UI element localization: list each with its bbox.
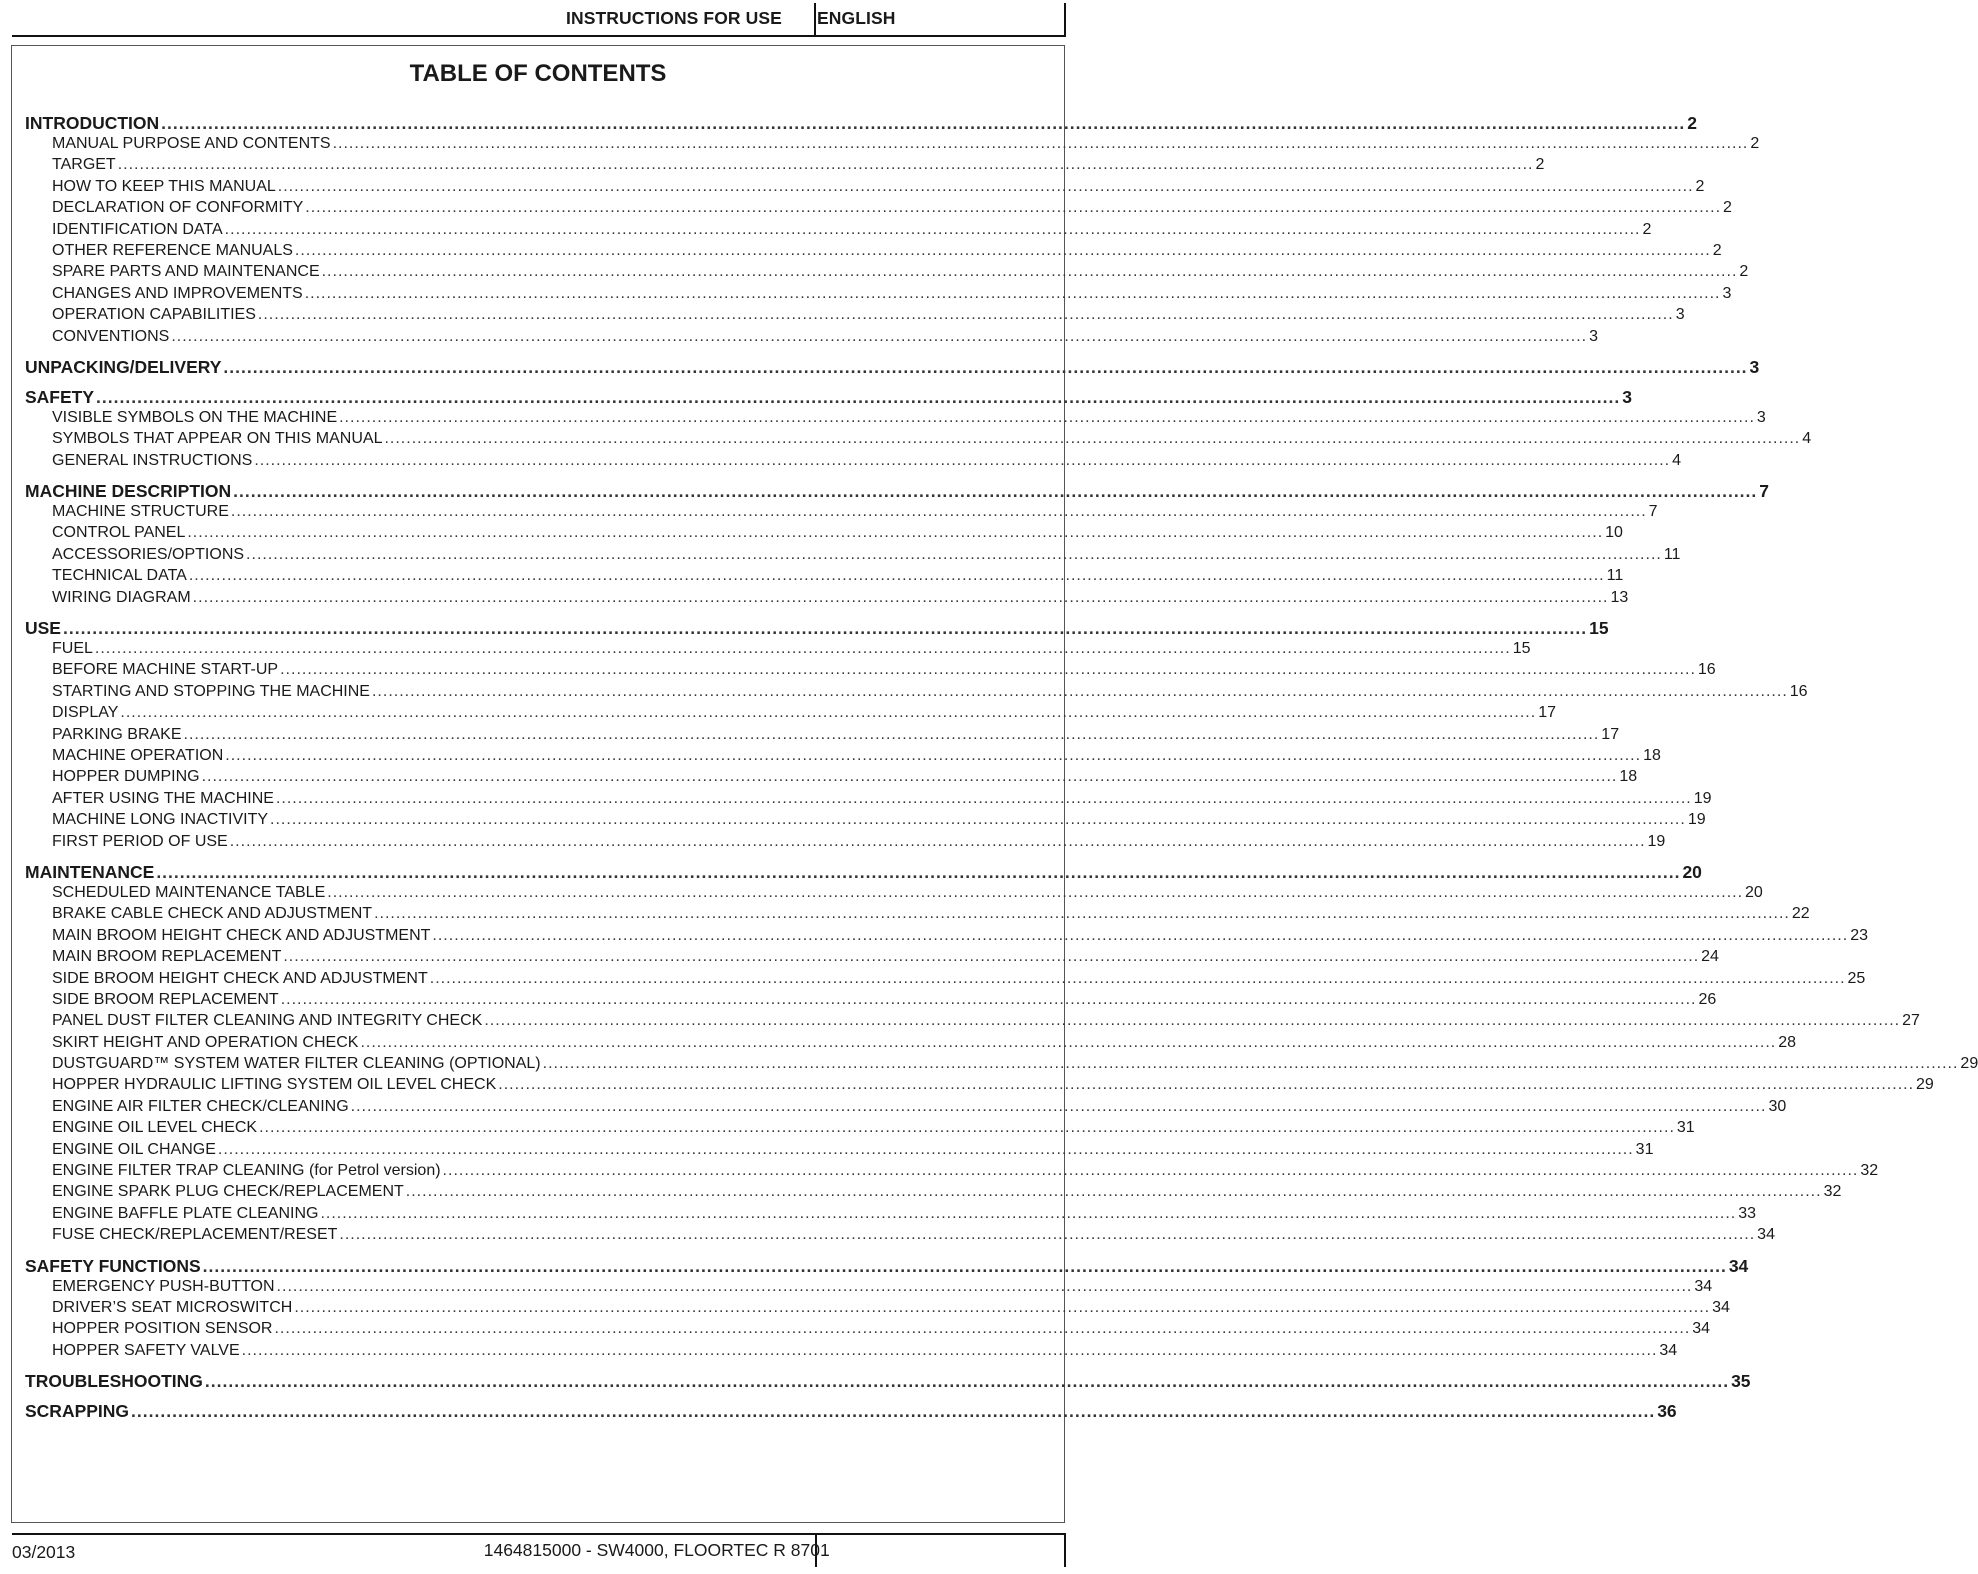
dot-leader: .................................................................................................................................................................................................................................................................... [117,156,1534,174]
toc-entry[interactable] [25,263,1749,284]
toc-entry[interactable] [25,948,1719,969]
dot-leader: .................................................................................................................................................................................................................................................................... [360,1033,1777,1051]
toc-entry-page: 34 [1659,1341,1678,1359]
footer-date: 03/2013 [12,1542,76,1562]
toc-entry-page: 34 [1694,1277,1713,1295]
toc-entry-page: 3 [1589,327,1599,345]
footer-rule [12,1533,1066,1535]
toc-entry[interactable] [25,220,1652,242]
toc-entry-label: VISIBLE SYMBOLS ON THE MACHINE [52,408,338,426]
dot-leader: .................................................................................................................................................................................................................................................................... [294,241,1711,259]
toc-entry-label: SIDE BROOM HEIGHT CHECK AND ADJUSTMENT [52,969,428,987]
dot-leader: .................................................................................................................................................................................................................................................................... [225,746,1642,764]
toc-entry[interactable] [25,1119,1695,1140]
toc-entry-page: 30 [1768,1097,1787,1115]
toc-entry-page: 26 [1698,990,1717,1008]
dot-leader: .................................................................................................................................................................................................................................................................... [94,640,1511,658]
toc-entry-label: TARGET [52,156,116,174]
toc-entry-label: TECHNICAL DATA [52,567,187,585]
dot-leader: .................................................................................................................................................................................................................................................................... [223,356,1748,377]
toc-section-entry-label: INTRODUCTION [25,113,160,133]
toc-section-entry-page: 2 [1687,113,1698,133]
toc-section-entry-page: 15 [1589,618,1609,639]
toc-entry-label: AFTER USING THE MACHINE [52,789,274,807]
toc-entry[interactable] [25,408,1766,430]
toc-entry-label: ENGINE OIL LEVEL CHECK [52,1119,258,1137]
toc-entry-page: 15 [1512,640,1531,658]
toc-section [25,861,1978,1248]
toc-entry-label: BEFORE MACHINE START-UP [52,661,279,679]
toc-entry-page: 3 [1675,306,1685,324]
toc-entry-label: BRAKE CABLE CHECK AND ADJUSTMENT [52,905,373,923]
header-divider [814,3,816,36]
toc-entry[interactable] [25,926,1868,948]
toc-entry-label: IDENTIFICATION DATA [52,220,223,238]
dot-leader: .................................................................................................................................................................................................................................................................... [224,220,1641,238]
dot-leader: .................................................................................................................................................................................................................................................................... [156,861,1681,882]
dot-leader: .................................................................................................................................................................................................................................................................... [484,1012,1901,1030]
toc-entry-label: DECLARATION OF CONFORMITY [52,199,304,217]
dot-leader: .................................................................................................................................................................................................................................................................... [339,408,1755,426]
toc-section-entry-label: MACHINE DESCRIPTION [25,481,232,502]
toc-section-entry[interactable] [25,618,1609,640]
toc-entry-page: 34 [1757,1226,1775,1244]
toc-entry[interactable] [25,990,1717,1012]
toc-section-entry-page: 20 [1682,861,1702,882]
toc-entry-page: 31 [1635,1140,1654,1158]
toc-entry[interactable] [25,789,1712,811]
toc-entry-label: ENGINE OIL CHANGE [52,1140,216,1158]
dot-leader: .................................................................................................................................................................................................................................................................... [321,263,1738,281]
toc-section-entry[interactable] [25,481,1769,503]
toc-section [25,618,1808,854]
toc-entry-label: HOPPER DUMPING [52,768,200,786]
toc-entry-label: HOPPER SAFETY VALVE [52,1341,240,1359]
toc-entry[interactable] [25,199,1732,220]
toc-entry-page: 19 [1647,832,1666,850]
toc-entry-page: 29 [1916,1076,1934,1094]
dot-leader: .................................................................................................................................................................................................................................................................... [254,451,1671,469]
toc-entry-page: 10 [1605,524,1623,542]
toc-entry-page: 20 [1745,883,1763,901]
dot-leader: .................................................................................................................................................................................................................................................................... [277,177,1694,195]
toc-section-entry-label: USE [25,618,61,639]
dot-leader: .................................................................................................................................................................................................................................................................... [542,1055,1959,1073]
toc-entry-page: 24 [1701,948,1719,966]
dot-leader: .................................................................................................................................................................................................................................................................... [384,430,1801,448]
dot-leader: .................................................................................................................................................................................................................................................................... [405,1183,1822,1201]
toc-entry-label: SKIRT HEIGHT AND OPERATION CHECK [52,1033,359,1051]
dot-leader: .................................................................................................................................................................................................................................................................... [294,1298,1711,1316]
toc-entry-label: MAIN BROOM HEIGHT CHECK AND ADJUSTMENT [52,926,431,944]
dot-leader: .................................................................................................................................................................................................................................................................... [246,545,1662,563]
dot-leader: .................................................................................................................................................................................................................................................................... [183,725,1600,743]
toc-entry-label: EMERGENCY PUSH-BUTTON [52,1277,275,1295]
toc-entry[interactable] [25,1298,1730,1320]
toc-entry-page: 3 [1756,408,1766,426]
toc-entry-page: 28 [1778,1033,1797,1051]
toc-entry-page: 34 [1692,1320,1711,1338]
toc-entry-page: 16 [1697,661,1716,679]
dot-leader: .................................................................................................................................................................................................................................................................... [276,1277,1693,1295]
dot-leader: .................................................................................................................................................................................................................................................................... [371,682,1788,700]
toc-entry-label: SCHEDULED MAINTENANCE TABLE [52,883,326,901]
toc-entry-page: 25 [1847,969,1866,987]
toc-entry-page: 17 [1601,725,1620,743]
toc-entry-label: OPERATION CAPABILITIES [52,306,256,324]
toc-entry[interactable] [25,832,1666,854]
toc-entry-page: 11 [1606,567,1624,585]
toc-entry-page: 2 [1642,220,1652,238]
toc-section-entry[interactable] [25,1255,1749,1278]
toc-entry[interactable] [25,725,1620,747]
dot-leader: .................................................................................................................................................................................................................................................................... [432,926,1849,944]
dot-leader: .................................................................................................................................................................................................................................................................... [270,811,1686,829]
toc-section-entry[interactable] [25,386,1632,409]
toc-entry-page: 29 [1960,1055,1978,1073]
toc-entry-page: 18 [1643,746,1661,764]
dot-leader: .................................................................................................................................................................................................................................................................... [192,588,1609,606]
toc-entry-label: MAIN BROOM REPLACEMENT [52,948,282,966]
toc-entry-page: 32 [1860,1162,1879,1180]
dot-leader: .................................................................................................................................................................................................................................................................... [332,135,1749,152]
toc-entry[interactable] [25,135,1760,156]
toc-entry-page: 32 [1823,1183,1842,1201]
toc-entry-page: 11 [1663,545,1681,563]
toc-section-entry-page: 34 [1728,1255,1749,1276]
toc-entry[interactable] [25,1140,1654,1162]
toc-section [25,113,1760,349]
toc-section [25,1371,1751,1393]
dot-leader: .................................................................................................................................................................................................................................................................... [350,1097,1767,1115]
toc-entry-page: 2 [1739,263,1749,281]
toc-entry-label: PARKING BRAKE [52,725,182,743]
toc-section-entry-label: SAFETY [25,386,95,407]
toc-entry-page: 2 [1695,177,1705,195]
dot-leader: .................................................................................................................................................................................................................................................................... [274,1320,1691,1338]
toc-section [25,1255,1749,1364]
toc-entry-page: 2 [1535,156,1545,174]
toc-entry[interactable] [25,306,1685,327]
dot-leader: .................................................................................................................................................................................................................................................................... [275,789,1692,807]
toc-entry-page: 31 [1676,1119,1695,1137]
toc-entry-label: ENGINE FILTER TRAP CLEANING (for Petrol version) [52,1162,441,1180]
toc-section-entry[interactable] [25,113,1698,135]
toc-entry[interactable] [25,545,1681,567]
dot-leader: .................................................................................................................................................................................................................................................................... [498,1076,1915,1094]
toc-entry-page: 19 [1693,789,1712,807]
dot-leader: .................................................................................................................................................................................................................................................................... [280,990,1697,1008]
toc-entry-page: 2 [1723,199,1732,217]
toc-entry[interactable] [25,969,1866,991]
toc-section [25,481,1769,610]
toc-entry-page: 4 [1672,451,1682,469]
toc-entry-label: ENGINE BAFFLE PLATE CLEANING [52,1204,319,1222]
toc-entry-label: DUSTGUARD™ SYSTEM WATER FILTER CLEANING (OPTIONAL) [52,1055,541,1073]
toc-entry-label: CONTROL PANEL [52,524,186,542]
toc-section-entry-page: 3 [1622,386,1632,407]
toc-section [25,1401,1677,1423]
toc-entry[interactable] [25,1226,1775,1247]
toc-entry[interactable] [25,567,1624,588]
toc-section-entry-label: SCRAPPING [25,1401,130,1422]
dot-leader: .................................................................................................................................................................................................................................................................... [230,503,1647,521]
header-rule [12,35,1066,37]
toc-entry-label: FUEL [52,640,93,658]
toc-entry[interactable] [25,640,1531,661]
toc-entry-page: 19 [1687,811,1706,829]
toc-entry[interactable] [25,241,1722,263]
toc-entry[interactable] [25,1162,1879,1183]
toc-entry-page: 22 [1791,905,1810,923]
toc-entry-label: FUSE CHECK/REPLACEMENT/RESET [52,1226,338,1244]
dot-leader: .................................................................................................................................................................................................................................................................... [320,1204,1737,1222]
toc-entry[interactable] [25,1341,1678,1363]
dot-leader: .................................................................................................................................................................................................................................................................... [229,832,1646,850]
toc-entry[interactable] [25,768,1638,789]
toc-entry[interactable] [25,1012,1920,1033]
dot-leader: .................................................................................................................................................................................................................................................................... [327,883,1744,901]
toc-entry-label: CONVENTIONS [52,327,170,345]
toc-entry-label: OTHER REFERENCE MANUALS [52,241,293,259]
dot-leader: .................................................................................................................................................................................................................................................................... [96,386,1621,407]
toc-entry-page: 34 [1712,1298,1730,1316]
dot-leader: .................................................................................................................................................................................................................................................................... [233,481,1758,502]
toc-entry-label: PANEL DUST FILTER CLEANING AND INTEGRITY CHECK [52,1012,483,1030]
toc-entry-page: 16 [1789,682,1808,700]
footer-edge [1064,1534,1066,1567]
header-language: ENGLISH [817,8,896,28]
toc-section-entry-page: 35 [1731,1371,1751,1392]
footer-code-text: 1464815000 - SW4000, FLOORTEC R 870 [483,1540,820,1560]
toc-section [25,356,1760,379]
toc-entry-label: FIRST PERIOD OF USE [52,832,228,850]
toc-section-entry[interactable] [25,356,1760,379]
toc-entry-label: HOPPER POSITION SENSOR [52,1320,273,1338]
dot-leader: .................................................................................................................................................................................................................................................................... [204,1371,1730,1392]
toc-entry-page: 27 [1902,1012,1920,1030]
toc-entry[interactable] [25,1183,1842,1204]
toc-entry-label: SIDE BROOM REPLACEMENT [52,990,279,1008]
toc-entry-label: MACHINE OPERATION [52,746,224,764]
header-document-type: INSTRUCTIONS FOR USE [566,8,782,28]
toc-entry-label: STARTING AND STOPPING THE MACHINE [52,682,370,700]
toc-entry-page: 2 [1750,135,1760,152]
toc-entry[interactable] [25,588,1629,610]
toc-entry-label: GENERAL INSTRUCTIONS [52,451,253,469]
footer-document-code [484,1540,820,1561]
toc-entry-page: 3 [1722,284,1732,302]
toc-entry-label: SPARE PARTS AND MAINTENANCE [52,263,320,281]
toc-section-entry-label: MAINTENANCE [25,861,155,882]
toc-entry[interactable] [25,327,1599,349]
toc-entry-label: HOPPER HYDRAULIC LIFTING SYSTEM OIL LEVEL CHECK [52,1076,497,1094]
toc-entry-page: 13 [1610,588,1629,606]
toc-section-entry-label: UNPACKING/DELIVERY [25,356,222,377]
toc-section [25,386,1812,473]
toc-entry[interactable] [25,451,1682,473]
dot-leader: .................................................................................................................................................................................................................................................................... [374,905,1790,923]
dot-leader: .................................................................................................................................................................................................................................................................... [280,661,1696,679]
toc-entry-label: ACCESSORIES/OPTIONS [52,545,245,563]
toc-entry-label: MACHINE STRUCTURE [52,503,229,521]
toc-entry-page: 17 [1538,704,1556,722]
toc-section-entry[interactable] [25,861,1702,884]
toc-entry[interactable] [25,1055,1978,1076]
toc-entry[interactable] [25,704,1556,725]
dot-leader: .................................................................................................................................................................................................................................................................... [202,1255,1727,1276]
toc-entry[interactable] [25,661,1716,682]
toc-entry-label: DRIVER’S SEAT MICROSWITCH [52,1298,293,1316]
toc-section-entry-label: SAFETY FUNCTIONS [25,1255,201,1276]
toc-entry[interactable] [25,1320,1711,1341]
toc-entry-page: 33 [1738,1204,1757,1222]
toc-entry[interactable] [25,284,1732,306]
toc-entry[interactable] [25,1033,1797,1055]
toc-section-entry-page: 3 [1749,356,1760,377]
toc-entry-label: WIRING DIAGRAM [52,588,191,606]
toc-entry[interactable] [25,883,1763,905]
toc-section-entry-page: 36 [1657,1401,1677,1422]
toc-section-entry-label: TROUBLESHOOTING [25,1371,203,1392]
toc-entry[interactable] [25,811,1706,832]
dot-leader: .................................................................................................................................................................................................................................................................... [62,618,1588,639]
dot-leader: .................................................................................................................................................................................................................................................................... [305,199,1722,217]
dot-leader: .................................................................................................................................................................................................................................................................... [188,567,1605,585]
dot-leader: .................................................................................................................................................................................................................................................................... [283,948,1700,966]
toc-entry-page: 23 [1850,926,1868,944]
table-of-contents [25,113,1978,1423]
toc-entry-label: MANUAL PURPOSE AND CONTENTS [52,135,331,152]
toc-entry[interactable] [25,746,1661,768]
toc-entry[interactable] [25,905,1810,926]
toc-entry[interactable] [25,503,1658,524]
toc-entry-page: 7 [1648,503,1658,521]
toc-entry-label: ENGINE SPARK PLUG CHECK/REPLACEMENT [52,1183,404,1201]
toc-entry-page: 2 [1712,241,1722,259]
toc-section-entry[interactable] [25,1401,1677,1423]
dot-leader: .................................................................................................................................................................................................................................................................... [241,1341,1658,1359]
toc-entry[interactable] [25,524,1623,545]
page-title: TABLE OF CONTENTS [409,60,667,87]
footer-page-number: 1 [820,1540,830,1560]
toc-entry-page: 18 [1619,768,1638,786]
toc-entry[interactable] [25,1076,1934,1097]
toc-entry[interactable] [25,156,1545,177]
toc-entry-label: CHANGES AND IMPROVEMENTS [52,284,303,302]
dot-leader: .................................................................................................................................................................................................................................................................... [442,1162,1859,1180]
dot-leader: .................................................................................................................................................................................................................................................................... [257,306,1674,324]
toc-entry[interactable] [25,1277,1713,1299]
dot-leader: .................................................................................................................................................................................................................................................................... [161,113,1686,133]
toc-entry-page: 4 [1802,430,1812,448]
dot-leader: .................................................................................................................................................................................................................................................................... [131,1401,1656,1422]
dot-leader: .................................................................................................................................................................................................................................................................... [201,768,1618,786]
toc-entry[interactable] [25,1204,1757,1226]
toc-entry-label: HOW TO KEEP THIS MANUAL [52,177,276,195]
toc-entry[interactable] [25,177,1705,199]
dot-leader: .................................................................................................................................................................................................................................................................... [339,1226,1756,1244]
toc-entry-label: ENGINE AIR FILTER CHECK/CLEANING [52,1097,349,1115]
dot-leader: .................................................................................................................................................................................................................................................................... [429,969,1846,987]
header-edge [1064,3,1066,36]
toc-entry[interactable] [25,430,1812,451]
dot-leader: .................................................................................................................................................................................................................................................................... [217,1140,1634,1158]
dot-leader: .................................................................................................................................................................................................................................................................... [120,704,1537,722]
toc-section-entry-page: 7 [1759,481,1769,502]
dot-leader: .................................................................................................................................................................................................................................................................... [171,327,1588,345]
toc-entry[interactable] [25,1097,1787,1119]
dot-leader: .................................................................................................................................................................................................................................................................... [187,524,1604,542]
toc-entry-label: MACHINE LONG INACTIVITY [52,811,269,829]
dot-leader: .................................................................................................................................................................................................................................................................... [304,284,1721,302]
dot-leader: .................................................................................................................................................................................................................................................................... [259,1119,1675,1137]
toc-section-entry[interactable] [25,1371,1751,1393]
toc-entry[interactable] [25,682,1808,704]
toc-entry-label: DISPLAY [52,704,119,722]
toc-entry-label: SYMBOLS THAT APPEAR ON THIS MANUAL [52,430,383,448]
